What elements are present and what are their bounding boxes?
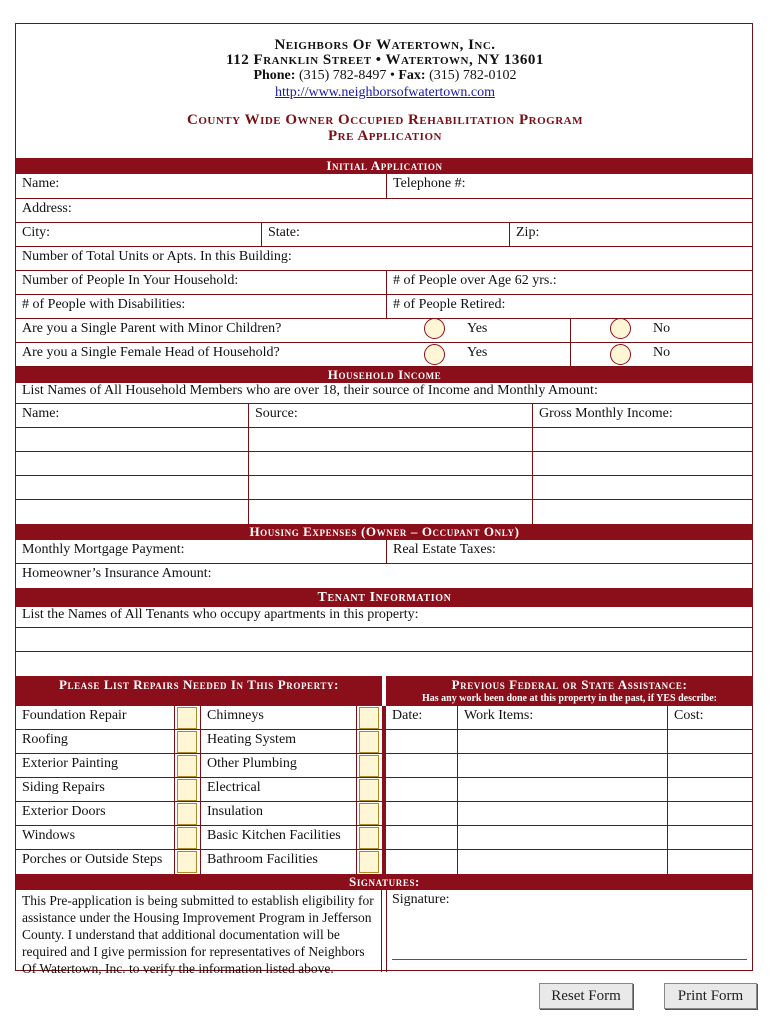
repair-item-label: Other Plumbing xyxy=(200,754,356,777)
repair-item-label: Insulation xyxy=(200,802,356,825)
single-parent-yes-radio[interactable] xyxy=(424,318,445,339)
yes-label: Yes xyxy=(467,321,488,336)
people-row xyxy=(16,271,753,295)
housing-expenses-header: Housing Expenses (Owner – Occupant Only) xyxy=(16,524,753,540)
repair-row xyxy=(16,706,382,730)
name-phone-row xyxy=(16,174,753,199)
household-source-input[interactable] xyxy=(248,428,532,451)
print-form-button[interactable]: Print Form xyxy=(664,983,757,1009)
assistance-date-input[interactable] xyxy=(386,754,457,777)
certification-statement xyxy=(22,892,374,977)
repair-item-label: Basic Kitchen Facilities xyxy=(200,826,356,849)
household-income-input[interactable] xyxy=(532,500,753,524)
application-form xyxy=(15,23,753,976)
assistance-cost-input[interactable] xyxy=(667,802,753,825)
tenant-instruction: List the Names of All Tenants who occupy apartments in this property: xyxy=(22,607,419,622)
statement-line: Of Watertown, Inc. to verify the information listed above. xyxy=(22,961,334,976)
repair-item-label: Electrical xyxy=(200,778,356,801)
household-name-input[interactable] xyxy=(16,452,248,475)
household-row xyxy=(16,476,753,500)
repair-checkbox[interactable] xyxy=(177,755,197,777)
assistance-items-input[interactable] xyxy=(457,802,667,825)
repair-checkbox[interactable] xyxy=(359,803,379,825)
org-header xyxy=(16,38,754,68)
assistance-grid xyxy=(386,706,753,874)
assistance-header xyxy=(386,676,753,706)
repairs-header: Please List Repairs Needed In This Property: xyxy=(16,676,382,706)
statement-line: required and I give permission for representatives of Neighbors xyxy=(22,944,365,959)
statement-line: This Pre-application is being submitted to establish eligibility for xyxy=(22,893,374,908)
units-field[interactable]: Number of Total Units or Apts. In this Building: xyxy=(22,249,292,264)
assistance-row xyxy=(386,706,753,730)
repair-item-label: Foundation Repair xyxy=(22,708,127,723)
repair-item-label: Roofing xyxy=(22,732,68,747)
repair-row xyxy=(16,754,382,778)
assistance-cost-input[interactable] xyxy=(667,850,753,874)
assistance-items-input[interactable] xyxy=(457,754,667,777)
assistance-cost-input[interactable] xyxy=(667,778,753,801)
repair-row xyxy=(16,826,382,850)
single-parent-row xyxy=(16,319,753,343)
city-state-zip-row xyxy=(16,223,753,247)
repair-checkbox[interactable] xyxy=(177,731,197,753)
program-title-block xyxy=(16,112,754,144)
signature-divider xyxy=(386,890,391,972)
repair-checkbox[interactable] xyxy=(177,851,197,873)
assistance-date-input[interactable] xyxy=(386,826,457,849)
household-row xyxy=(16,500,753,524)
org-name: Neighbors Of Watertown, Inc. xyxy=(274,37,496,53)
insurance-field[interactable]: Homeowner’s Insurance Amount: xyxy=(22,566,212,581)
repair-checkbox[interactable] xyxy=(359,707,379,729)
assistance-date-input[interactable] xyxy=(386,850,457,874)
repair-item-label: Porches or Outside Steps xyxy=(22,852,163,867)
statement-line: County. I understand that additional documentation will be xyxy=(22,927,340,942)
tenant-row xyxy=(16,628,753,652)
assistance-items-input[interactable] xyxy=(457,730,667,753)
state-field[interactable]: State: xyxy=(261,223,509,246)
household-income-input[interactable] xyxy=(532,428,753,451)
assistance-row xyxy=(386,850,753,874)
household-source-input[interactable] xyxy=(248,476,532,499)
assistance-cost-input[interactable] xyxy=(667,730,753,753)
household-name-input[interactable] xyxy=(16,500,248,524)
repair-checkbox[interactable] xyxy=(177,779,197,801)
household-source-input[interactable] xyxy=(248,452,532,475)
repair-row xyxy=(16,802,382,826)
telephone-field[interactable]: Telephone #: xyxy=(386,174,753,198)
address-field[interactable]: Address: xyxy=(22,201,72,216)
household-income-input[interactable] xyxy=(532,452,753,475)
website-link[interactable]: http://www.neighborsofwatertown.com xyxy=(275,85,495,100)
household-people-field[interactable]: Number of People In Your Household: xyxy=(22,273,239,288)
signature-label: Signature: xyxy=(392,892,450,907)
repair-item-label: Exterior Doors xyxy=(22,804,106,819)
household-row xyxy=(16,428,753,452)
assistance-items-input[interactable] xyxy=(457,778,667,801)
assistance-col-items: Work Items: xyxy=(457,706,667,729)
signatures-header: Signatures: xyxy=(16,874,753,890)
single-parent-question: Are you a Single Parent with Minor Children? xyxy=(22,321,282,336)
single-parent-no-radio[interactable] xyxy=(610,318,631,339)
program-title: County Wide Owner Occupied Rehabilitation Program xyxy=(187,112,583,128)
units-row xyxy=(16,247,753,271)
tenant-input[interactable] xyxy=(16,628,753,651)
household-col-name: Name: xyxy=(22,406,60,421)
repair-checkbox[interactable] xyxy=(359,755,379,777)
household-instruction: List Names of All Household Members who are over 18, their source of Income and Monthly Amount: xyxy=(22,383,598,398)
female-head-no-radio[interactable] xyxy=(610,344,631,365)
tenant-row xyxy=(16,652,753,676)
fax-label: Fax: xyxy=(398,68,426,83)
name-field[interactable]: Name: xyxy=(22,176,60,191)
female-head-question: Are you a Single Female Head of Household? xyxy=(22,345,280,360)
household-name-input[interactable] xyxy=(16,476,248,499)
repair-row xyxy=(16,850,382,874)
repair-checkbox[interactable] xyxy=(359,851,379,873)
female-head-row xyxy=(16,343,753,367)
assistance-note: Has any work been done at this property in the past, if YES describe: xyxy=(421,693,717,704)
repair-checkbox[interactable] xyxy=(359,827,379,849)
household-income-header: Household Income xyxy=(16,367,753,383)
repairs-grid xyxy=(16,706,382,874)
repair-item-label: Windows xyxy=(22,828,76,843)
assistance-items-input[interactable] xyxy=(457,850,667,874)
no-label: No xyxy=(653,345,671,360)
household-col-source: Source: xyxy=(248,404,532,427)
tenant-instruction-row xyxy=(16,607,753,628)
disabilities-row xyxy=(16,295,753,319)
disabilities-field[interactable]: # of People with Disabilities: xyxy=(22,297,186,312)
phone-label: Phone: xyxy=(253,68,296,83)
phone-number: (315) 782-8497 xyxy=(298,68,387,83)
repair-checkbox[interactable] xyxy=(177,827,197,849)
tenant-input[interactable] xyxy=(16,652,753,676)
female-head-yes-radio[interactable] xyxy=(424,344,445,365)
assistance-date-input[interactable] xyxy=(386,802,457,825)
mortgage-row xyxy=(16,540,753,564)
assistance-items-input[interactable] xyxy=(457,826,667,849)
assistance-col-date: Date: xyxy=(392,708,423,723)
household-source-input[interactable] xyxy=(248,500,532,524)
zip-field[interactable]: Zip: xyxy=(509,223,753,246)
household-income-input[interactable] xyxy=(532,476,753,499)
repair-item-label: Exterior Painting xyxy=(22,756,119,771)
statement-line: assistance under the Housing Improvement Program in Jefferson xyxy=(22,910,372,925)
repair-checkbox[interactable] xyxy=(177,707,197,729)
repair-row xyxy=(16,778,382,802)
bullet: • xyxy=(389,68,395,83)
over62-field[interactable]: # of People over Age 62 yrs.: xyxy=(386,271,753,294)
insurance-row xyxy=(16,564,753,588)
assistance-title: Previous Federal or State Assistance: xyxy=(451,677,688,692)
repair-item-label: Siding Repairs xyxy=(22,780,105,795)
retired-field[interactable]: # of People Retired: xyxy=(386,295,753,318)
repair-item-label: Bathroom Facilities xyxy=(200,850,356,874)
household-col-income: Gross Monthly Income: xyxy=(532,404,753,427)
program-subtitle: Pre Application xyxy=(328,128,442,144)
tenant-information-header: Tenant Information xyxy=(16,588,753,607)
household-name-input[interactable] xyxy=(16,428,248,451)
yes-label: Yes xyxy=(467,345,488,360)
reset-form-button[interactable]: Reset Form xyxy=(539,983,633,1009)
address-row xyxy=(16,199,753,223)
assistance-date-input[interactable] xyxy=(386,778,457,801)
assistance-row xyxy=(386,754,753,778)
fax-number: (315) 782-0102 xyxy=(429,68,517,83)
taxes-field[interactable]: Real Estate Taxes: xyxy=(386,540,753,563)
assistance-row xyxy=(386,778,753,802)
assistance-row xyxy=(386,802,753,826)
signature-line[interactable] xyxy=(392,959,747,960)
assistance-cost-input[interactable] xyxy=(667,754,753,777)
no-label: No xyxy=(653,321,671,336)
household-row xyxy=(16,452,753,476)
assistance-row xyxy=(386,730,753,754)
org-address: 112 Franklin Street • Watertown, NY 13601 xyxy=(226,52,544,68)
assistance-date-input[interactable] xyxy=(386,730,457,753)
mortgage-field[interactable]: Monthly Mortgage Payment: xyxy=(22,542,185,557)
household-header-row xyxy=(16,404,753,428)
assistance-row xyxy=(386,826,753,850)
repair-row xyxy=(16,730,382,754)
assistance-cost-input[interactable] xyxy=(667,826,753,849)
repair-item-label: Heating System xyxy=(200,730,356,753)
repair-item-label: Chimneys xyxy=(200,706,356,729)
contact-line xyxy=(16,68,754,84)
city-field[interactable]: City: xyxy=(22,225,51,240)
household-instruction-row xyxy=(16,383,753,404)
assistance-col-cost: Cost: xyxy=(667,706,753,729)
repair-checkbox[interactable] xyxy=(359,779,379,801)
repair-checkbox[interactable] xyxy=(177,803,197,825)
repair-checkbox[interactable] xyxy=(359,731,379,753)
initial-application-header: Initial Application xyxy=(16,158,753,174)
statement-box xyxy=(16,890,382,976)
